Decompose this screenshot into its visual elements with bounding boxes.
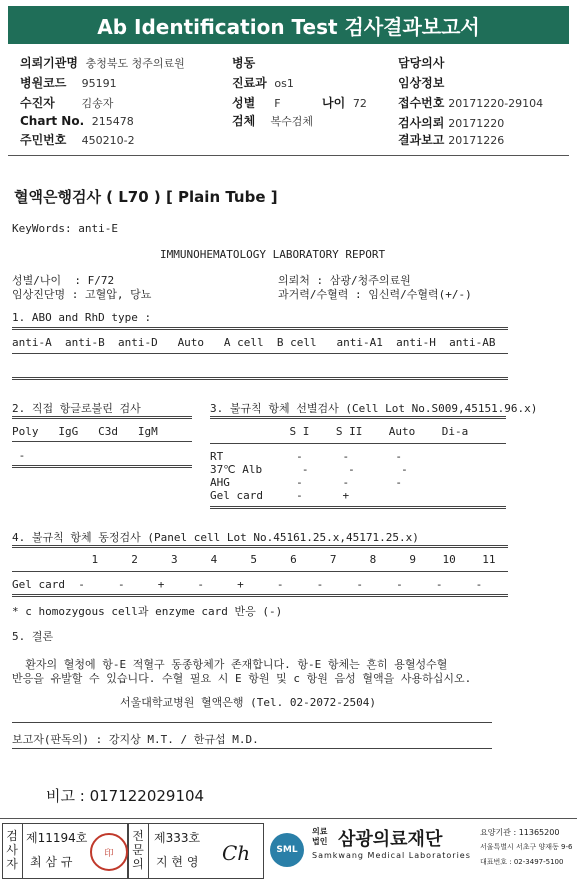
- header-resident-no: 주민번호 450210-2: [20, 133, 135, 147]
- abo-table-header: anti-A anti-B anti-D Auto A cell B cell anti-A1 anti-H anti-AB: [12, 336, 496, 349]
- lab-report-title: IMMUNOHEMATOLOGY LABORATORY REPORT: [160, 248, 386, 261]
- header-hospital-code: 병원코드 95191: [20, 76, 117, 90]
- screening-row-rt: RT - - -: [210, 450, 403, 463]
- panel-section-title: 4. 불규칙 항체 동정검사 (Panel cell Lot No.45161.25.x,45171.25.x): [12, 531, 419, 544]
- panel-row-gel: Gel card - - + - + - - - - - -: [12, 578, 483, 591]
- specialist-divider: [148, 823, 149, 879]
- dat-section-title: 2. 직접 항글로불린 검사: [12, 402, 141, 415]
- screening-section-title: 3. 불규칙 항체 선별검사 (Cell Lot No.S009,45151.96.x): [210, 402, 538, 415]
- abo-rule-top: [12, 327, 508, 330]
- header-chart-no: Chart No. 215478: [20, 114, 134, 128]
- dat-table-header: Poly IgG C3d IgM: [12, 425, 158, 438]
- header-request-date: 검사의뢰 20171220: [398, 116, 505, 130]
- header-institution: 의뢰기관명 충청북도 청주의료원: [20, 56, 185, 70]
- reporter-rule-bottom: [12, 748, 492, 749]
- panel-rule-bottom: [12, 594, 508, 597]
- header-department: 진료과 os1: [232, 76, 294, 90]
- corp-label: 의료법인: [312, 827, 328, 846]
- abo-rule-mid: [12, 353, 508, 354]
- screening-row-gel: Gel card - +: [210, 489, 350, 502]
- institution-code: 요양기관 : 11365200: [480, 828, 560, 837]
- specialist-license: 제333호: [154, 831, 201, 845]
- reporter: 보고자(판독의) : 강지상 M.T. / 한규섭 M.D.: [12, 733, 259, 746]
- requester: 의뢰처 : 삼광/청주의료원: [278, 274, 411, 287]
- sex-age: 성별/나이 : F/72: [12, 274, 115, 287]
- dat-rule-mid: [12, 441, 192, 442]
- transfusion-history: 과거력/수혈력 : 임신력/수혈력(+/-): [278, 288, 472, 301]
- header-ward: 병동: [232, 56, 256, 70]
- panel-rule-mid: [12, 571, 508, 572]
- org-name: 삼광의료재단: [338, 829, 443, 850]
- dat-rule-bottom: [12, 465, 192, 468]
- section-title: 혈액은행검사 ( L70 ) [ Plain Tube ]: [14, 188, 278, 206]
- inspector-license: 제11194호: [26, 831, 88, 845]
- sml-logo-icon: SML: [270, 833, 304, 867]
- inspector-label: 검사자: [6, 829, 18, 871]
- org-english-name: Samkwang Medical Laboratories: [312, 851, 471, 860]
- screening-rule-mid: [210, 443, 506, 444]
- header-receipt-no: 접수번호 20171220-29104: [398, 96, 544, 110]
- dat-result: -: [12, 449, 26, 462]
- hospital-info: 서울대학교병원 혈액은행 (Tel. 02-2072-2504): [120, 696, 376, 709]
- address: 서울특별시 서초구 양재동 9-6: [480, 843, 573, 851]
- header-patient: 수진자 김송자: [20, 96, 114, 110]
- phone: 대표번호 : 02-3497-5100: [480, 858, 564, 866]
- panel-note: * c homozygous cell과 enzyme card 반응 (-): [12, 605, 283, 618]
- keywords: KeyWords: anti-E: [12, 222, 118, 235]
- header-divider: [8, 155, 569, 156]
- screening-rule-top: [210, 416, 506, 419]
- report-title: Ab Identification Test 검사결과보고서: [8, 6, 569, 44]
- dat-rule-top: [12, 416, 192, 419]
- header-sex: 성별 F: [232, 96, 281, 110]
- abo-rule-bottom: [12, 377, 508, 380]
- screening-row-37c: 37℃ Alb - - -: [210, 463, 408, 476]
- abo-section-title: 1. ABO and RhD type :: [12, 311, 152, 324]
- screening-rule-bottom: [210, 506, 506, 509]
- header-specimen: 검체 복수검체: [232, 114, 313, 128]
- specialist-signature: Ch: [222, 841, 251, 865]
- specialist-label: 전문의: [132, 829, 144, 871]
- screening-table-header: S I S II Auto Di-a: [210, 425, 469, 438]
- inspector-name: 최 삼 규: [30, 855, 73, 869]
- panel-rule-top: [12, 545, 508, 548]
- inspector-divider: [22, 823, 23, 879]
- screening-row-ahg: AHG - - -: [210, 476, 403, 489]
- inspector-seal: 印: [90, 833, 128, 871]
- clinical-diagnosis: 임상진단명 : 고혈압, 당뇨: [12, 288, 152, 301]
- panel-table-header: 1 2 3 4 5 6 7 8 9 10 11: [12, 553, 496, 566]
- conclusion-line-2: 반응을 유발할 수 있습니다. 수혈 필요 시 E 항원 및 c 항원 음성 혈액을 사용하십시오.: [12, 672, 472, 685]
- footer: [0, 818, 577, 881]
- remarks: 비고 : 017122029104: [46, 787, 205, 805]
- conclusion-title: 5. 결론: [12, 630, 54, 643]
- header-report-date: 결과보고 20171226: [398, 133, 505, 147]
- specialist-name: 지 현 영: [156, 855, 199, 869]
- reporter-rule-top: [12, 722, 492, 723]
- header-age: 나이 72: [322, 96, 367, 110]
- header-doctor: 담당의사: [398, 56, 445, 70]
- header-clinical-info: 임상정보: [398, 76, 445, 90]
- conclusion-line-1: 환자의 혈청에 항-E 적혈구 동종항체가 존재합니다. 항-E 항체는 흔히 용혈성수혈: [12, 658, 448, 671]
